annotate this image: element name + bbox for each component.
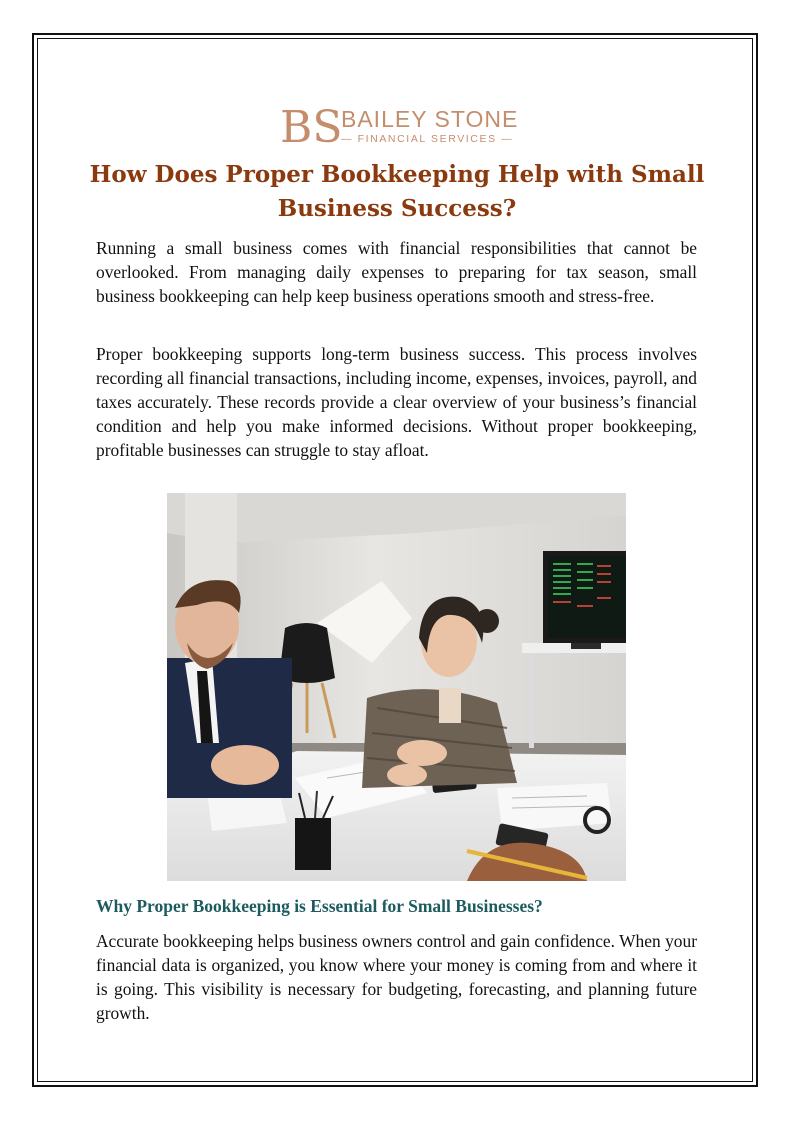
paragraph-intro: Running a small business comes with financial responsibilities that cannot be overlooked. From managing daily expenses to preparing for tax season, small business bookkeeping can help keep business operations smooth and stress-free.	[96, 238, 697, 306]
paragraph-accurate-bookkeeping: Accurate bookkeeping helps business owners control and gain confidence. When your financial data is organized, you know where your money is coming from and where it is going. This visibility is necessary for budgeting, forecasting, and planning future growth.	[96, 931, 697, 1023]
article-title: How Does Proper Bookkeeping Help with Small Business Success?	[89, 161, 705, 222]
bs-monogram-icon	[278, 102, 343, 153]
paragraph-bookkeeping-support: Proper bookkeeping supports long-term business success. This process involves recording all financial transactions, including income, expenses, invoices, payroll, and taxes accurately. These records provide a clear overview of your business’s financial condition and help you make informed decisions. Without proper bookkeeping, profitable businesses can struggle to stay afloat.	[96, 344, 697, 460]
photo-illustration	[167, 493, 626, 881]
logo-subtitle: — FINANCIAL SERVICES —	[341, 133, 514, 145]
office-meeting-photo	[167, 493, 626, 881]
section-heading: Why Proper Bookkeeping is Essential for Small Businesses?	[96, 896, 543, 916]
logo-monogram: BS	[280, 102, 343, 153]
logo-company-name: BAILEY STONE	[341, 106, 519, 132]
brand-logo	[278, 102, 519, 153]
